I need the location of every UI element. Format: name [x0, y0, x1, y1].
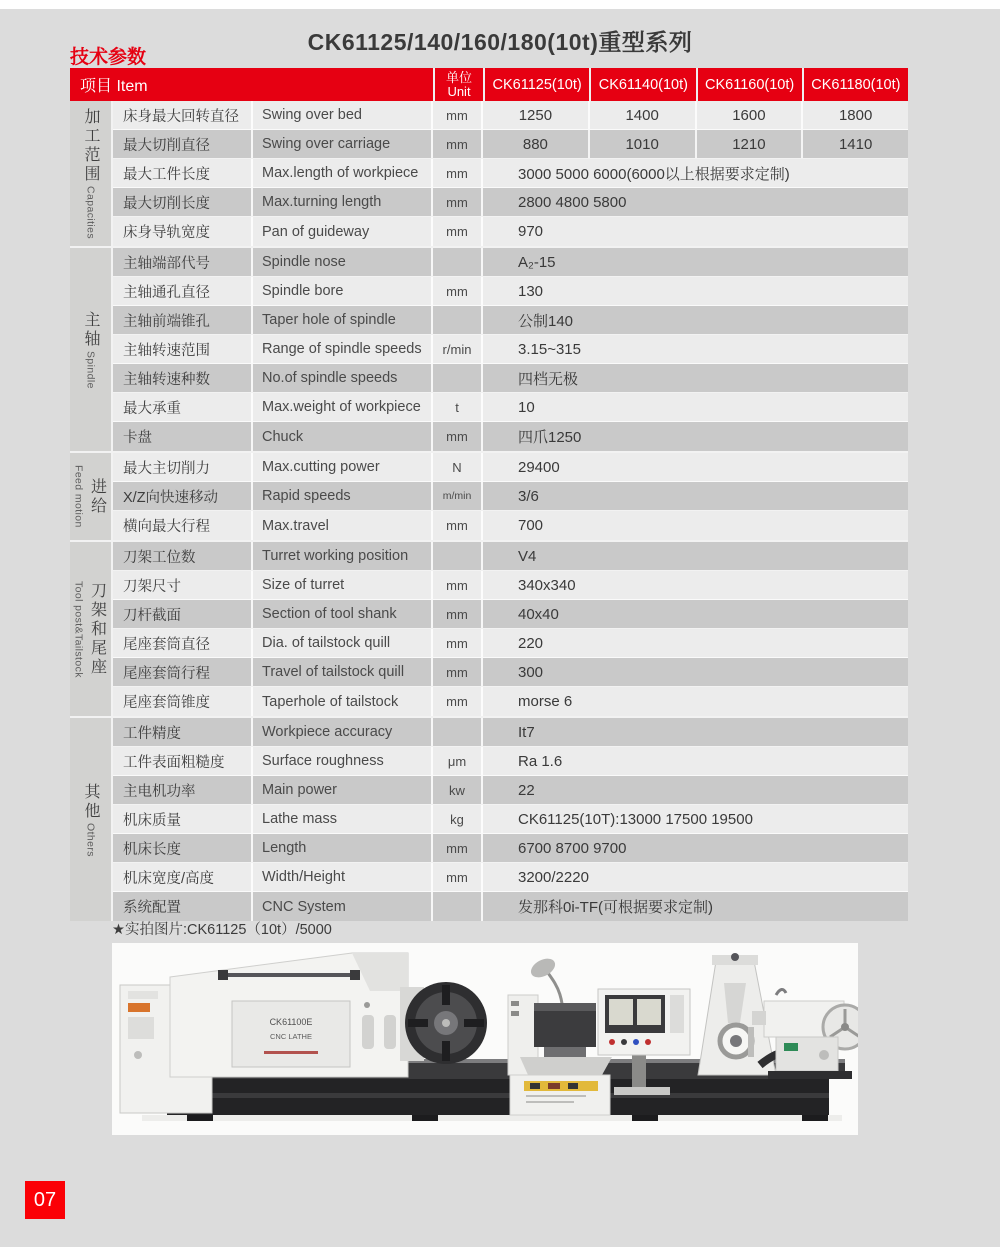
spec-row — [113, 101, 908, 130]
item-name-cn: 最大工件长度 — [113, 159, 253, 187]
item-name-en: Chuck — [253, 422, 433, 451]
category-cell — [70, 453, 113, 540]
item-name-cn: 床身导轨宽度 — [113, 217, 253, 246]
item-unit: mm — [433, 629, 483, 657]
spec-row — [113, 776, 908, 805]
spec-row — [113, 248, 908, 277]
item-unit: μm — [433, 747, 483, 775]
item-values — [483, 863, 908, 891]
item-value-span: CK61125(10T):13000 17500 19500 — [518, 810, 753, 828]
category-label-en: Others — [84, 822, 97, 857]
item-name-en: Travel of tailstock quill — [253, 658, 433, 686]
item-value: 1250 — [518, 106, 553, 124]
item-values — [483, 364, 908, 392]
item-value-span: 40x40 — [518, 605, 559, 623]
spec-row — [113, 658, 908, 687]
item-unit: mm — [433, 687, 483, 716]
item-name-cn: 机床质量 — [113, 805, 253, 833]
category-cell — [70, 718, 113, 921]
item-values — [483, 306, 908, 334]
item-values — [483, 718, 908, 746]
item-name-cn: 尾座套筒锥度 — [113, 687, 253, 716]
item-name-cn: 主轴转速种数 — [113, 364, 253, 392]
spec-row — [113, 159, 908, 188]
item-values — [483, 687, 908, 716]
category-label-en: Feed motion — [72, 465, 85, 528]
machine-photo — [112, 943, 858, 1135]
item-name-cn: 最大主切削力 — [113, 453, 253, 481]
unit-label-cn: 单位 — [445, 69, 472, 85]
spec-row — [113, 571, 908, 600]
item-name-cn: 主轴通孔直径 — [113, 277, 253, 305]
item-values — [483, 600, 908, 628]
item-values — [483, 277, 908, 305]
item-name-en: Rapid speeds — [253, 482, 433, 510]
tailstock-quill — [752, 1011, 766, 1025]
table-header — [70, 68, 908, 101]
item-name-en: Spindle bore — [253, 277, 433, 305]
item-value-span: 公制140 — [518, 312, 574, 330]
item-unit: mm — [433, 101, 483, 129]
item-name-cn: 机床长度 — [113, 834, 253, 862]
category-label-cn: 其他 — [82, 782, 99, 821]
item-value-span: morse 6 — [518, 693, 573, 710]
spec-row — [113, 629, 908, 658]
item-values — [483, 422, 908, 451]
item-unit: t — [433, 393, 483, 421]
item-unit — [433, 718, 483, 746]
tailstock-sticker — [784, 1043, 798, 1051]
floor-shadow — [142, 1115, 842, 1121]
item-name-en: Section of tool shank — [253, 600, 433, 628]
tailstock-lever — [776, 989, 786, 995]
spec-row — [113, 482, 908, 511]
item-unit: kg — [433, 805, 483, 833]
item-values — [483, 571, 908, 599]
item-name-en: Workpiece accuracy — [253, 718, 433, 746]
cross-slide — [520, 1057, 612, 1075]
item-value-span: 10 — [518, 398, 535, 416]
item-name-cn: 系统配置 — [113, 892, 253, 921]
item-value-span: 970 — [518, 223, 544, 240]
item-name-en: Main power — [253, 776, 433, 804]
item-value-span: 220 — [518, 634, 544, 652]
item-value-span: 3000 5000 6000(6000以上根据要求定制) — [518, 165, 790, 183]
item-value-span: 四档无极 — [518, 370, 579, 388]
item-value: 1400 — [588, 101, 695, 129]
item-name-en: Width/Height — [253, 863, 433, 891]
category-label-en: Capacities — [84, 185, 97, 240]
spec-row — [113, 747, 908, 776]
item-values — [483, 248, 908, 276]
item-unit: mm — [433, 863, 483, 891]
item-value: 1600 — [695, 101, 802, 129]
section-rows — [113, 542, 908, 716]
spec-row — [113, 542, 908, 571]
column-header-model: CK61180(10t) — [802, 68, 908, 101]
item-value: 1210 — [695, 130, 802, 158]
section-rows — [113, 453, 908, 540]
item-name-cn: 刀架尺寸 — [113, 571, 253, 599]
item-name-en: Surface roughness — [253, 747, 433, 775]
item-name-en: Size of turret — [253, 571, 433, 599]
spec-row — [113, 306, 908, 335]
item-value-span: Ra 1.6 — [518, 752, 563, 770]
item-name-cn: 尾座套筒直径 — [113, 629, 253, 657]
item-value: 1410 — [801, 130, 908, 158]
item-value-span: 22 — [518, 781, 535, 799]
item-unit — [433, 892, 483, 921]
item-value: 1010 — [588, 130, 695, 158]
item-unit: mm — [433, 277, 483, 305]
item-unit: mm — [433, 130, 483, 158]
item-name-en: Swing over carriage — [253, 130, 433, 158]
item-name-en: Taperhole of tailstock — [253, 687, 433, 716]
item-values — [483, 482, 908, 510]
item-name-cn: 机床宽度/高度 — [113, 863, 253, 891]
item-name-cn: X/Z向快速移动 — [113, 482, 253, 510]
item-name-cn: 工件精度 — [113, 718, 253, 746]
item-values — [483, 747, 908, 775]
item-name-en: Max.weight of workpiece — [253, 393, 433, 421]
panel-button-blue — [633, 1039, 639, 1045]
item-name-en: Max.travel — [253, 511, 433, 540]
item-values — [483, 188, 908, 216]
spec-row — [113, 130, 908, 159]
item-value-span: 340x340 — [518, 576, 576, 594]
section-rows — [113, 718, 908, 921]
item-unit: mm — [433, 188, 483, 216]
item-name-en: No.of spindle speeds — [253, 364, 433, 392]
table-section — [70, 246, 908, 451]
item-values — [483, 805, 908, 833]
top-white-strip — [0, 0, 1000, 9]
item-unit: kw — [433, 776, 483, 804]
spec-row — [113, 277, 908, 306]
item-unit: mm — [433, 571, 483, 599]
item-name-en: Max.length of workpiece — [253, 159, 433, 187]
spec-row — [113, 364, 908, 393]
item-values — [483, 159, 908, 187]
category-label-cn: 进给 — [88, 477, 106, 516]
category-label-cn: 主轴 — [82, 310, 99, 349]
item-value-span: 3.15~315 — [518, 340, 581, 358]
item-name-cn: 刀杆截面 — [113, 600, 253, 628]
column-header-model: CK61125(10t) — [483, 68, 589, 101]
column-header-model: CK61140(10t) — [589, 68, 695, 101]
category-cell — [70, 542, 113, 716]
item-value-span: 700 — [518, 517, 544, 534]
item-unit — [433, 248, 483, 276]
item-value-span: V4 — [518, 547, 537, 565]
spec-row — [113, 335, 908, 364]
item-name-cn: 主轴前端锥孔 — [113, 306, 253, 334]
item-value-span: 四爪1250 — [518, 429, 582, 446]
item-name-en: Dia. of tailstock quill — [253, 629, 433, 657]
item-name-en: Length — [253, 834, 433, 862]
item-name-en: Max.cutting power — [253, 453, 433, 481]
spec-table — [70, 68, 908, 921]
item-unit — [433, 542, 483, 570]
item-name-cn: 刀架工位数 — [113, 542, 253, 570]
category-cell — [70, 248, 113, 451]
item-name-cn: 最大切削长度 — [113, 188, 253, 216]
spec-row — [113, 863, 908, 892]
item-values — [483, 511, 908, 540]
item-values — [483, 453, 908, 481]
section-rows — [113, 248, 908, 451]
section-label: 技术参数 — [70, 47, 147, 68]
spec-row — [113, 892, 908, 921]
item-name-en: Swing over bed — [253, 101, 433, 129]
column-header-unit — [433, 68, 483, 101]
item-unit: N — [433, 453, 483, 481]
item-name-en: Max.turning length — [253, 188, 433, 216]
item-values — [483, 393, 908, 421]
table-section — [70, 451, 908, 540]
spec-row — [113, 217, 908, 246]
item-name-cn: 最大承重 — [113, 393, 253, 421]
spec-row — [113, 805, 908, 834]
item-unit: mm — [433, 217, 483, 246]
machine-type-label: CNC LATHE — [270, 1032, 312, 1041]
item-name-cn: 工件表面粗糙度 — [113, 747, 253, 775]
item-value: 880 — [522, 135, 548, 153]
item-name-en: Lathe mass — [253, 805, 433, 833]
item-name-en: Turret working position — [253, 542, 433, 570]
spec-row — [113, 422, 908, 451]
header-models — [483, 68, 908, 101]
item-value-span: 29400 — [518, 458, 560, 476]
item-values — [483, 834, 908, 862]
item-unit: mm — [433, 159, 483, 187]
item-unit: m/min — [433, 482, 483, 510]
item-name-en: Spindle nose — [253, 248, 433, 276]
page-title: CK61125/140/160/180(10t)重型系列 — [307, 29, 693, 55]
top-rail — [224, 973, 356, 977]
item-value-span: 6700 8700 9700 — [518, 839, 627, 857]
item-value-span: 130 — [518, 282, 544, 300]
item-value-span: 300 — [518, 663, 544, 681]
machine-model-label: CK61100E — [269, 1017, 313, 1027]
door-logo-strip — [264, 1051, 318, 1054]
item-values — [483, 658, 908, 686]
item-name-cn: 卡盘 — [113, 422, 253, 451]
item-name-en: Range of spindle speeds — [253, 335, 433, 363]
spec-row — [113, 511, 908, 540]
category-label-cn: 刀架和尾座 — [88, 581, 106, 677]
item-unit: mm — [433, 834, 483, 862]
item-name-cn: 最大切削直径 — [113, 130, 253, 158]
item-value: 1800 — [801, 101, 908, 129]
item-unit: mm — [433, 511, 483, 540]
item-value-span: 2800 4800 5800 — [518, 193, 627, 211]
item-name-cn: 主轴转速范围 — [113, 335, 253, 363]
item-name-en: CNC System — [253, 892, 433, 921]
item-value-span: A₂-15 — [518, 253, 556, 271]
warning-sticker — [128, 1003, 150, 1012]
item-unit: mm — [433, 422, 483, 451]
item-name-cn: 横向最大行程 — [113, 511, 253, 540]
item-name-cn: 主轴端部代号 — [113, 248, 253, 276]
spec-row — [113, 834, 908, 863]
column-header-model: CK61160(10t) — [696, 68, 802, 101]
item-values — [483, 542, 908, 570]
table-section — [70, 540, 908, 716]
section-rows — [113, 101, 908, 246]
item-name-en: Pan of guideway — [253, 217, 433, 246]
item-name-en: Taper hole of spindle — [253, 306, 433, 334]
spec-row — [113, 718, 908, 747]
item-values — [483, 217, 908, 246]
work-lamp — [528, 955, 558, 981]
item-values — [483, 629, 908, 657]
table-section — [70, 101, 908, 246]
table-section — [70, 716, 908, 921]
column-header-item: 项目 Item — [80, 78, 148, 95]
category-label-en: Tool post&Tailstock — [72, 580, 85, 678]
spec-row — [113, 600, 908, 629]
item-value-span: 3/6 — [518, 487, 539, 505]
spec-row — [113, 188, 908, 217]
item-unit — [433, 306, 483, 334]
item-values — [483, 776, 908, 804]
item-name-cn: 床身最大回转直径 — [113, 101, 253, 129]
category-cell — [70, 101, 113, 246]
item-unit: mm — [433, 600, 483, 628]
item-unit: r/min — [433, 335, 483, 363]
spec-row — [113, 687, 908, 716]
item-value-span: 3200/2220 — [518, 868, 589, 886]
unit-label-en: Unit — [447, 83, 471, 99]
panel-button-red — [609, 1039, 615, 1045]
item-name-cn: 主电机功率 — [113, 776, 253, 804]
category-label-cn: 加工范围 — [82, 107, 99, 184]
item-values — [483, 892, 908, 921]
photo-caption: ★实拍图片:CK61125（10t）/5000 — [112, 922, 332, 938]
item-value-span: 发那科0i-TF(可根据要求定制) — [518, 899, 713, 916]
spec-row — [113, 453, 908, 482]
item-name-cn: 尾座套筒行程 — [113, 658, 253, 686]
table-body — [70, 101, 908, 921]
page-number-badge: 07 — [25, 1181, 65, 1219]
item-unit: mm — [433, 658, 483, 686]
item-values — [483, 130, 908, 158]
spec-row — [113, 393, 908, 422]
item-unit — [433, 364, 483, 392]
item-values — [483, 335, 908, 363]
item-values — [483, 101, 908, 129]
machine-illustration — [112, 943, 858, 1135]
category-label-en: Spindle — [84, 350, 97, 389]
item-value-span: It7 — [518, 723, 535, 741]
